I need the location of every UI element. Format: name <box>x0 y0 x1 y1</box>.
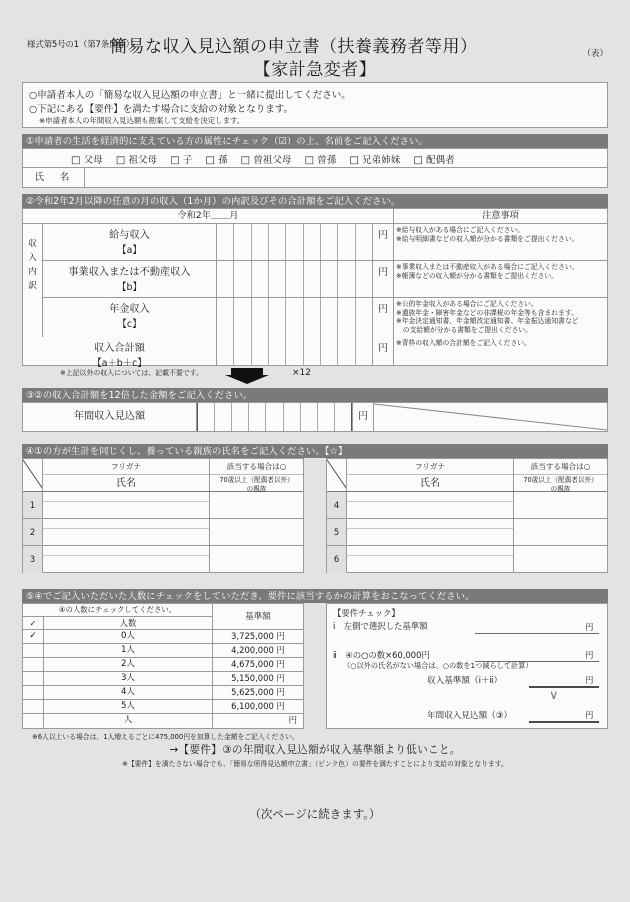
name-column-header-right <box>347 459 514 491</box>
annual-income-label: 年間収入見込額 <box>23 403 197 431</box>
checkbox-3[interactable]: □ <box>205 155 216 166</box>
income-digit-cells-1[interactable] <box>217 261 372 297</box>
row-count: 3人 <box>44 672 213 685</box>
annual-income-digit-cells[interactable] <box>197 403 352 431</box>
table-row <box>23 672 303 686</box>
checkbox-label-3: 孫 <box>218 155 228 166</box>
row-amount: 5,625,000 円 <box>231 687 285 697</box>
month-column-header: 令和2年＿＿月 <box>23 209 394 223</box>
name-cell[interactable] <box>347 492 514 518</box>
checkbox-label-6: 兄弟姉妹 <box>362 155 401 166</box>
furigana-cell[interactable] <box>43 546 209 556</box>
row-checkbox[interactable] <box>23 658 44 671</box>
applicable-column-header-right <box>514 459 607 491</box>
row-checkbox[interactable]: ✓ <box>23 630 44 643</box>
income-bracket: 【a】 <box>117 245 142 256</box>
requirement-check-box <box>326 603 608 729</box>
name-header: 氏名 <box>420 478 440 489</box>
name-cell[interactable] <box>43 492 210 518</box>
row-amount: 4,675,000 円 <box>231 659 285 669</box>
note-line: ※公的年金収入がある場合にご記入ください。 <box>396 300 538 308</box>
income-bracket: 【b】 <box>117 282 142 293</box>
row-number: 6 <box>327 546 347 573</box>
checkbox-6[interactable]: □ <box>349 155 360 166</box>
income-row-label-0 <box>43 224 217 260</box>
multiplier-label: ×12 <box>292 368 311 378</box>
row-count: 1人 <box>44 644 213 657</box>
income-digit-cells-0[interactable] <box>217 224 372 260</box>
income-bracket: 【c】 <box>117 319 142 330</box>
dependents-header-right <box>327 459 607 492</box>
requirement-note: ※【要件】を満たさない場合でも、「簡易な所得見込額申立書」（ピンク色）の要件を満たすことにより支給の対象となります。 <box>122 760 508 768</box>
note-line: の支給額が分かる書類をご提出ください。 <box>396 325 532 334</box>
note-line: ※年金決定通知書、年金額改定通知書、年金振込通知書など <box>396 317 579 326</box>
income-row-label-1 <box>43 261 217 297</box>
checkbox-label-5: 曽孫 <box>317 155 337 166</box>
applicable-header: 該当する場合は○ <box>210 459 303 475</box>
income-total-bracket: 【a＋b＋c】 <box>92 358 147 369</box>
relationship-options[interactable] <box>71 152 468 166</box>
income-total-label <box>23 337 217 369</box>
row-checkbox[interactable] <box>23 700 44 713</box>
section-4-band: ④①の方が生計を同じくし、養っている親族の氏名をご記入ください。【☆】 <box>22 444 608 458</box>
amount-column-header: 基準額 <box>245 612 271 622</box>
checkbox-2[interactable]: □ <box>170 155 180 166</box>
section-3-box <box>22 402 608 432</box>
notice-line-1: ○申請者本人の「簡易な収入見込額の申立書」と一緒に提出してください。 <box>29 90 351 101</box>
table-row <box>23 644 303 658</box>
income-total-yen-unit: 円 <box>372 337 394 366</box>
notice-line-2: ○下記にある【要件】を満たす場合に支給の対象となります。 <box>29 104 294 115</box>
income-name: 年金収入 <box>109 304 150 315</box>
applicable-cell[interactable] <box>514 492 607 518</box>
section-1-band: ①申請者の生活を経済的に支えている方の属性にチェック（☑）の上、名前をご記入ください。 <box>22 134 608 148</box>
section-5-band: ⑤④でご記入いただいた人数にチェックをしていただき、要件に該当するかの計算をおこなってください。 <box>22 589 608 603</box>
applicable-cell[interactable] <box>210 519 303 545</box>
down-arrow-icon <box>225 366 269 384</box>
relationship-checkbox-row <box>23 149 607 168</box>
name-cell[interactable] <box>43 519 210 545</box>
checkbox-5[interactable]: □ <box>304 155 315 166</box>
name-input[interactable] <box>85 168 607 188</box>
checkbox-label-4: 曽祖父母 <box>253 155 292 166</box>
applicable-cell[interactable] <box>514 546 607 573</box>
continued-notice: （次ページに続きます。） <box>249 807 381 821</box>
table-row <box>23 714 303 728</box>
row-number: 2 <box>23 519 43 545</box>
furigana-header: フリガナ <box>43 459 209 475</box>
applicable-column-header-left <box>210 459 303 491</box>
note-line: ※遺族年金・障害年金などの非課税の年金等も含まれます。 <box>396 308 578 317</box>
requirement-i-label: ⅰ 左側で選択した基準額 <box>333 621 428 631</box>
requirement-check-title: 【要件チェック】 <box>333 608 400 618</box>
section-5-footnote: ※6人以上いる場合は、1人増えるごとに475,000円を加算した金額をご記入ください。 <box>32 733 299 741</box>
note-line: ※帳簿などの収入額が分かる書類をご提出ください。 <box>396 271 559 280</box>
strikethrough-diagonal <box>374 403 607 431</box>
note-line: ※給与明細書などの収入額が分かる書類をご提出ください。 <box>396 234 579 243</box>
applicable-header: 該当する場合は○ <box>514 459 607 475</box>
annual-income-yen-unit: 円 <box>352 403 374 431</box>
row-amount: 4,200,000 円 <box>231 645 285 655</box>
row-number: 5 <box>327 519 347 545</box>
table-row <box>23 519 303 546</box>
applicable-sub-1: 70歳以上（配偶者以外） <box>523 476 598 484</box>
furigana-cell[interactable] <box>43 492 209 502</box>
income-row-0 <box>43 224 607 261</box>
standard-amount-header <box>23 604 303 630</box>
diagonal-icon <box>327 459 347 491</box>
applicable-cell[interactable] <box>210 546 303 573</box>
name-cell[interactable] <box>43 546 210 573</box>
income-yen-unit-0: 円 <box>372 224 394 260</box>
count-header-group <box>23 604 213 629</box>
income-notes-0 <box>394 224 607 260</box>
name-column-header-left <box>43 459 210 491</box>
row-count: 5人 <box>44 700 213 713</box>
annual-income-compare-label: 年間収入見込額（③） <box>427 711 513 721</box>
table-row <box>327 492 607 519</box>
row-number: 1 <box>23 492 43 518</box>
corner-cell <box>23 459 43 491</box>
checkbox-4[interactable]: □ <box>240 155 251 166</box>
table-row <box>23 700 303 714</box>
page-subtitle: 【家計急変者】 <box>253 60 377 80</box>
table-row <box>327 519 607 546</box>
row-amount: 5,150,000 円 <box>231 673 285 683</box>
applicable-cell[interactable] <box>210 492 303 518</box>
check-column-header: ✓ <box>23 617 44 630</box>
notes-column-header: 注意事項 <box>482 210 519 221</box>
income-digit-cells-2[interactable] <box>217 298 372 337</box>
dependents-header-left <box>23 459 303 492</box>
form-number: 様式第5号の1（第7条関係） <box>27 40 134 50</box>
row-count: 2人 <box>44 658 213 671</box>
furigana-cell[interactable] <box>347 546 513 556</box>
table-row <box>23 686 303 700</box>
income-row-1 <box>43 261 607 298</box>
income-yen-unit-1: 円 <box>372 261 394 297</box>
row-amount: 3,725,000 円 <box>231 631 285 641</box>
section-2-footnote: ※上記以外の収入については、記載不要です。 <box>60 369 203 377</box>
name-cell[interactable] <box>347 546 514 573</box>
furigana-header: フリガナ <box>347 459 513 475</box>
row-checkbox[interactable] <box>23 644 44 657</box>
row-checkbox[interactable] <box>23 686 44 699</box>
checkbox-label-2: 子 <box>182 155 193 166</box>
income-notes-2 <box>394 298 607 337</box>
comparison-operator: ∨ <box>549 688 559 703</box>
page-title: 簡易な収入見込額の申立書（扶養義務者等用） <box>110 37 478 57</box>
income-total-name: 収入合計額 <box>94 343 145 354</box>
income-standard-label: 収入基準額（ⅰ＋ⅱ） <box>427 676 503 686</box>
row-count: 0人 <box>44 630 213 643</box>
income-standard-yen: 円 <box>585 675 594 685</box>
income-name: 給与収入 <box>109 230 150 241</box>
table-row <box>23 630 303 644</box>
income-yen-unit-2: 円 <box>372 298 394 337</box>
income-notes-1 <box>394 261 607 297</box>
requirement-ii-label: ⅱ ④の○の数×60,000円 <box>333 650 430 660</box>
applicable-sub-2: の親族 <box>246 484 267 493</box>
furigana-cell[interactable] <box>347 519 513 529</box>
dependents-table-right <box>326 458 608 573</box>
annual-income-compare-input[interactable] <box>529 721 599 723</box>
row-number: 4 <box>327 492 347 518</box>
income-breakdown-vertical-label: 収 入 内 訳 <box>23 224 43 337</box>
annual-income-compare-yen: 円 <box>585 710 594 720</box>
checkbox-0[interactable]: □ <box>71 155 81 166</box>
requirement-ii-yen: 円 <box>585 650 594 660</box>
table-row <box>23 658 303 672</box>
requirement-i-yen: 円 <box>585 622 594 632</box>
row-count: 人 <box>44 714 213 728</box>
corner-cell <box>327 459 347 491</box>
row-count: 4人 <box>44 686 213 699</box>
table-row <box>327 546 607 573</box>
row-amount: 6,100,000 円 <box>231 701 285 711</box>
table-caption: ④の人数にチェックしてください。 <box>23 604 212 617</box>
income-row-label-2 <box>43 298 217 337</box>
section-1-box <box>22 148 608 188</box>
section-2-box <box>22 208 608 369</box>
side-mark: （表） <box>582 49 608 59</box>
applicable-sub-2: の親族 <box>550 484 571 493</box>
checkbox-label-0: 父母 <box>83 155 103 166</box>
diagonal-icon <box>23 459 43 491</box>
note-line: ※給与収入がある場合にご記入ください。 <box>396 226 525 234</box>
row-checkbox[interactable] <box>23 714 44 728</box>
notice-line-3: ※申請者本人の年間収入見込額も勘案して支給を決定します。 <box>39 116 245 125</box>
name-header: 氏名 <box>116 478 136 489</box>
table-row <box>23 546 303 573</box>
income-row-2 <box>43 298 607 337</box>
table-row <box>23 492 303 519</box>
applicable-cell[interactable] <box>514 519 607 545</box>
row-checkbox[interactable] <box>23 672 44 685</box>
requirement-ii-sub: （○以外の氏名がない場合は、○の数を1つ減らして計算） <box>343 661 533 670</box>
requirement-statement: →【要件】③の年間収入見込額が収入基準額より低いこと。 <box>169 744 461 756</box>
income-standard-input[interactable] <box>529 686 599 688</box>
income-name: 事業収入または不動産収入 <box>68 267 191 278</box>
requirement-i-input[interactable] <box>475 633 599 634</box>
section-3-band: ③②の収入合計額を12倍した金額をご記入ください。 <box>22 388 608 402</box>
count-column-header: 人数 <box>119 618 137 628</box>
name-cell[interactable] <box>347 519 514 545</box>
section-2-header-row <box>23 209 607 224</box>
income-total-notes: ※青枠の収入額の合計額をご記入ください。 <box>396 339 531 347</box>
checkbox-1[interactable]: □ <box>115 155 126 166</box>
standard-amount-table <box>22 603 304 729</box>
income-total-digit-cells[interactable] <box>217 337 372 366</box>
dependents-table-left <box>22 458 304 573</box>
furigana-cell[interactable] <box>43 519 209 529</box>
row-amount: 円 <box>288 715 297 725</box>
checkbox-label-1: 祖父母 <box>128 155 158 166</box>
name-label: 氏 名 <box>23 168 85 188</box>
checkbox-7[interactable]: □ <box>413 155 424 166</box>
checkbox-label-7: 配偶者 <box>426 155 455 166</box>
applicable-sub-1: 70歳以上（配偶者以外） <box>219 476 294 484</box>
income-total-row <box>23 337 607 369</box>
section-2-band: ②令和2年2月以降の任意の月の収入（1か月）の内訳及びその合計額をご記入ください。 <box>22 194 608 208</box>
notice-box <box>22 82 608 128</box>
note-line: ※事業収入または不動産収入がある場合にご記入ください。 <box>396 263 579 271</box>
furigana-cell[interactable] <box>347 492 513 502</box>
row-number: 3 <box>23 546 43 573</box>
